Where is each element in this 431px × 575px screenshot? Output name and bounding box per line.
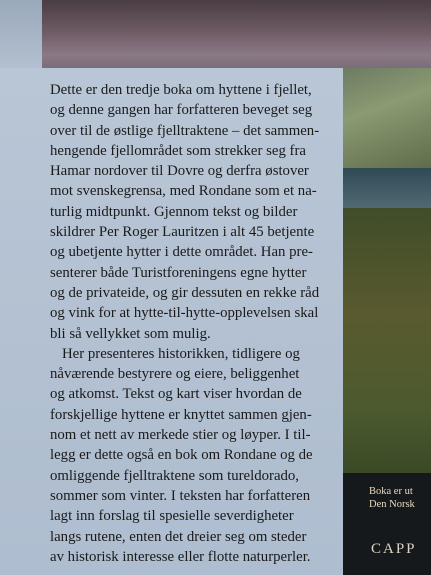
text-line: Hamar nordover til Dovre og derfra østover	[50, 163, 309, 180]
text-line: sommer som vinter. I teksten har forfatteren	[50, 487, 311, 504]
top-photo	[0, 0, 431, 78]
text-line: nåværende bestyrere og eiere, beliggenhet	[50, 366, 300, 383]
back-cover-text	[50, 80, 340, 567]
publisher-band	[343, 473, 431, 575]
publisher-name: CAPP	[371, 541, 417, 557]
text-line: Her presenteres historikken, tidligere og	[62, 345, 300, 362]
text-line: turlig midtpunkt. Gjennom tekst og bilder	[50, 203, 298, 220]
paragraph-2	[50, 344, 340, 567]
right-photo-column	[343, 68, 431, 575]
caption-line: Den Norsk	[369, 499, 415, 510]
text-line: skildrer Per Roger Lauritzen i alt 45 betjente	[50, 224, 315, 241]
text-line: og de privateide, og gir dessuten en rekke råd	[50, 284, 320, 301]
text-line: omliggende fjelltraktene som tureldorado,	[50, 467, 300, 484]
text-line: senterer både Turistforeningens egne hytter	[50, 264, 307, 281]
paragraph-1	[50, 80, 340, 344]
text-line: hengende fjellområdet som strekker seg fra	[50, 142, 306, 159]
text-line: over til de østlige fjelltraktene – det sammen-	[50, 122, 320, 139]
forest-photo	[343, 208, 431, 473]
lake-photo	[343, 168, 431, 208]
top-photo-edge	[0, 0, 42, 78]
caption-line: Boka er ut	[369, 486, 413, 497]
text-line: forskjellige hyttene er knyttet sammen gjen-	[50, 406, 312, 423]
text-line: nom et nett av merkede stier og løyper. I til-	[50, 427, 311, 444]
text-line: og denne gangen har forfatteren beveget seg	[50, 102, 313, 119]
text-line: og ubetjente hytter i dette området. Han pre-	[50, 244, 313, 261]
photo-caption	[369, 485, 431, 511]
text-line: lagt inn forslag til spesielle severdigheter	[50, 508, 294, 525]
text-line: og atkomst. Tekst og kart viser hvordan de	[50, 386, 302, 403]
text-line: Dette er den tredje boka om hyttene i fjellet,	[50, 82, 312, 98]
text-line: mot svenskegrensa, med Rondane som et na-	[50, 183, 317, 200]
text-line: av historisk interesse eller flotte naturperler.	[50, 548, 311, 565]
text-line: bli så vellykket som mulig.	[50, 325, 211, 342]
text-line: legg er dette også en bok om Rondane og de	[50, 447, 313, 464]
text-line: langs rutene, enten det dreier seg om steder	[50, 528, 307, 545]
mountain-photo	[343, 68, 431, 168]
text-line: og vink for at hytte-til-hytte-opplevelsen skal	[50, 305, 319, 322]
